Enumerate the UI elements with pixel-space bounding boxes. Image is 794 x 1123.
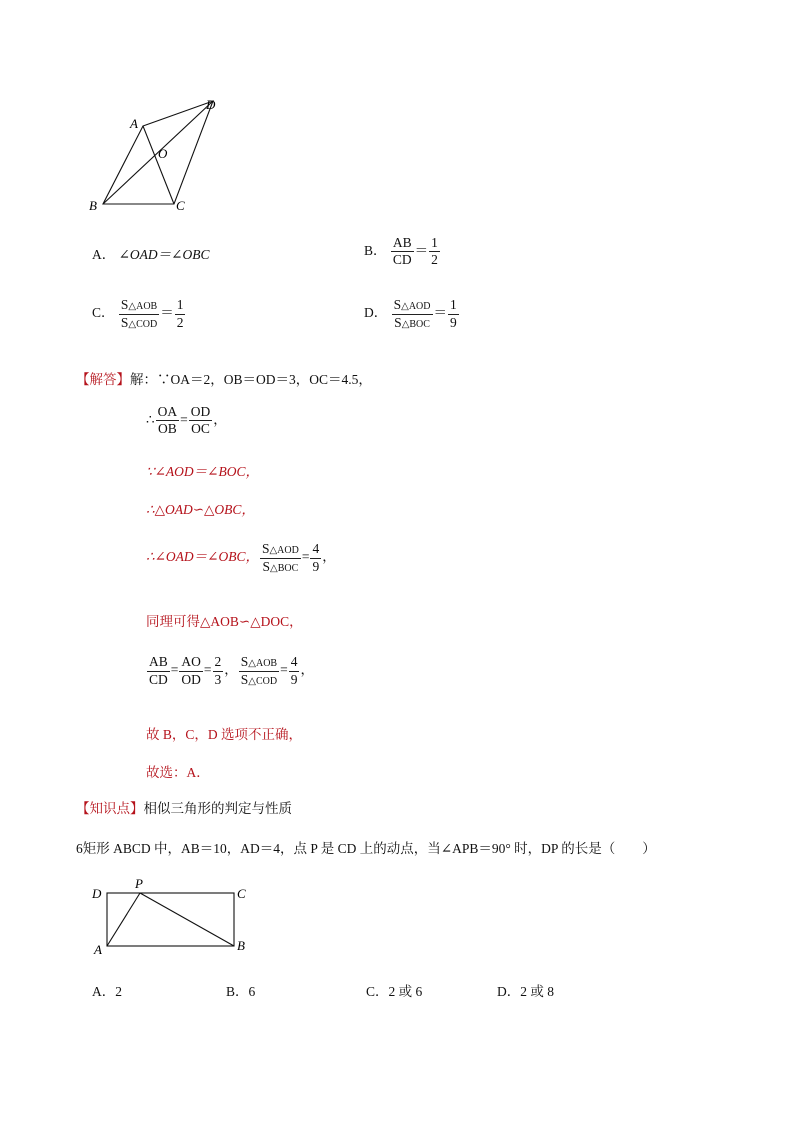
label-A: A (94, 942, 102, 957)
option-d-letter: D． (364, 305, 388, 321)
option-d-fraction-left: $\frac{\text{S△AOD}}{\text{S△BOC}}$ (393, 297, 431, 330)
label-A: A (130, 116, 138, 131)
q6-option-d[interactable]: D．2 或 8 (497, 984, 554, 999)
option-c[interactable] (92, 298, 186, 330)
label-D: D (206, 97, 216, 112)
knowledge-tag: 【知识点】 (76, 801, 144, 816)
figure-rectangle (86, 874, 256, 958)
equals: ＝ (160, 305, 174, 321)
solution-line-1: ∴ $\frac{OA}{OB}$ = $\frac{OD}{OC}$ ， (146, 404, 227, 437)
label-B: B (89, 198, 97, 213)
solution-line-5: 同理可得△AOB∽△DOC， (146, 614, 303, 629)
solution-line-3: ∴△OAD∽△OBC， (146, 502, 255, 517)
option-d[interactable] (364, 298, 460, 330)
solution-line-6: $\frac{AB}{CD}$ = $\frac{AO}{OD}$ = $\frac{2}{3}$ ， $\frac{\text{S△AOB}}{\text{S△COD}}$ = $\frac{4}{9}$ ， (149, 654, 314, 687)
equals: ＝ (414, 242, 429, 258)
option-b-letter: B． (364, 242, 387, 258)
option-a-text: ∠OAD＝∠OBC (118, 247, 210, 262)
knowledge-point (76, 797, 292, 817)
option-b[interactable] (364, 236, 441, 267)
solution-tag: 【解答】 (76, 372, 130, 387)
option-d-fraction-right: $\frac{1}{9}$ (450, 297, 457, 330)
solution-line-8: 故选：A． (146, 765, 210, 780)
option-b-fraction-left: $\frac{AB}{CD}$ (392, 235, 412, 268)
solution-line-4: ∴∠OAD＝∠OBC， $\frac{\text{S△AOD}}{\text{S△BOC}}$ = $\frac{4}{9}$ ， (146, 541, 336, 574)
option-b-fraction-right: $\frac{1}{2}$ (431, 235, 438, 268)
equals: ＝ (433, 305, 447, 321)
label-D: D (92, 886, 102, 901)
option-a-letter: A． (92, 247, 116, 262)
q6-stem: 6矩形 ABCD 中，AB＝10，AD＝4，点 P 是 CD 上的动点，当∠APB＝90° 时，DP 的长是（ ） (76, 841, 656, 856)
knowledge-text: 相似三角形的判定与性质 (143, 801, 292, 816)
q6-option-b[interactable]: B．6 (226, 984, 256, 999)
q6-option-c[interactable]: C．2 或 6 (366, 984, 423, 999)
solution-line-2: ∵∠AOD＝∠BOC， (146, 464, 259, 479)
label-C: C (176, 198, 185, 213)
option-c-letter: C． (92, 305, 115, 321)
label-P: P (135, 876, 143, 891)
solution-intro (76, 368, 372, 388)
option-c-fraction-right: $\frac{1}{2}$ (176, 297, 184, 330)
label-O: O (158, 146, 168, 161)
figure-quadrilateral (80, 92, 240, 222)
label-B: B (237, 938, 245, 953)
solution-line-7: 故 B，C，D 选项不正确， (146, 727, 303, 742)
solution-intro-text: 解：∵OA＝2，OB＝OD＝3，OC＝4.5， (130, 372, 372, 387)
option-c-fraction-left: $\frac{\text{S△AOB}}{\text{S△COD}}$ (120, 297, 158, 330)
label-C: C (237, 886, 246, 901)
q6-option-a[interactable]: A．2 (92, 984, 122, 999)
option-a[interactable] (92, 243, 210, 263)
